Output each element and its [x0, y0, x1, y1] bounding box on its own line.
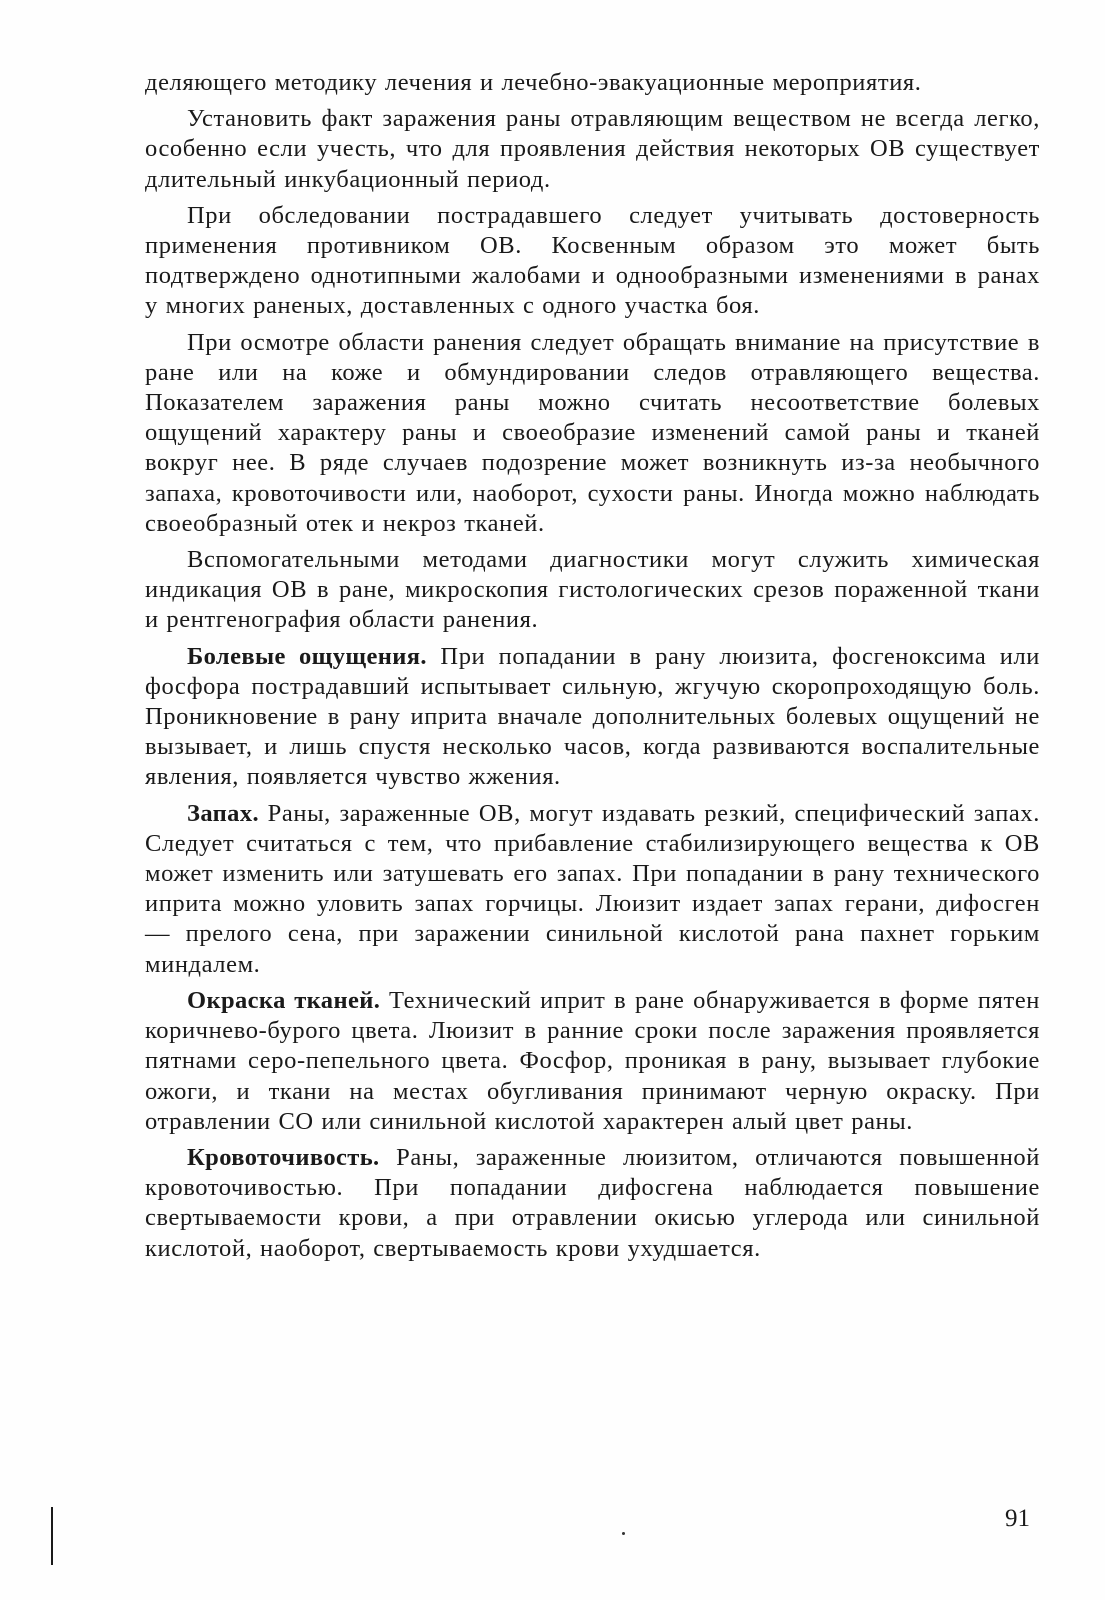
paragraph-text: При осмотре области ранения следует обращать внимание на присутствие в ране или на коже и обмундировании следов отравляющего вещества. Показателем заражения раны можно считать несоответствие болевых ощущений характеру раны и своеобразие изменений самой раны и тканей вокруг нее. В ряде случаев подозрение может возникнуть из-за необычного запаха, кровоточивости или, наоборот, сухости раны. Иногда можно наблюдать своеобразный отек и некроз тканей. — [145, 328, 1040, 537]
paragraph-5 — [145, 545, 1040, 636]
paragraph-pain — [145, 642, 1040, 793]
run-in-heading: Болевые ощущения. — [187, 642, 427, 670]
paragraph-tissue-color — [145, 986, 1040, 1137]
paragraph-text: Вспомогательными методами диагностики могут служить химическая индикация ОВ в ране, микроскопия гистологических срезов пораженной ткани и рентгенография области ранения. — [145, 546, 1040, 634]
paragraph-text: Технический иприт в ране обнаруживается в форме пятен коричнево-бурого цвета. Люизит в ранние сроки после заражения проявляется пятнами серо-пепельного цвета. Фосфор, проникая в рану, вызывает глубокие ожоги, и ткани на местах обугливания принимают черную окраску. При отравлении СО или синильной кислотой характерен алый цвет раны. — [145, 986, 1041, 1135]
paragraph-text: При обследовании пострадавшего следует учитывать достоверность применения противником ОВ. Косвенным образом это может быть подтверждено однотипными жалобами и однообразными изменениями в ранах у многих раненых, доставленных с одного участка боя. — [145, 201, 1040, 320]
paragraph-text: деляющего методику лечения и лечебно-эвакуационные мероприятия. — [145, 69, 922, 96]
run-in-heading: Кровоточивость. — [187, 1143, 380, 1171]
run-in-heading: Запах. — [187, 799, 260, 827]
page-number: 91 — [1005, 1505, 1030, 1532]
paragraph-4 — [145, 328, 1040, 539]
run-in-heading: Окраска тканей. — [187, 986, 381, 1014]
paragraph-bleeding — [145, 1143, 1040, 1264]
speck-mark — [622, 1532, 625, 1535]
paragraph-text: Установить факт заражения раны отравляющим веществом не всегда легко, особенно если учесть, что для проявления действия некоторых ОВ существует длительный инкубационный период. — [145, 105, 1040, 193]
margin-mark — [51, 1507, 53, 1565]
paragraph-smell — [145, 799, 1040, 980]
paragraph-3 — [145, 201, 1040, 322]
paragraph-text: Раны, зараженные люизитом, отличаются повышенной кровоточивостью. При попадании дифосгена наблюдается повышение свертываемости крови, а при отравлении окисью углерода или синильной кислотой, наоборот, свертываемость крови ухудшается. — [145, 1143, 1040, 1262]
paragraph-2 — [145, 104, 1040, 195]
paragraph-text: При попадании в рану люизита, фосгеноксима или фосфора пострадавший испытывает сильную, жгучую скоропроходящую боль. Проникновение в рану иприта вначале дополнительных болевых ощущений не вызывает, и лишь спустя несколько часов, когда развиваются воспалительные явления, появляется чувство жжения. — [145, 642, 1041, 791]
paragraph-1 — [145, 68, 1040, 98]
paragraph-text: Раны, зараженные ОВ, могут издавать резкий, специфический запах. Следует считаться с тем, что прибавление стабилизирующего вещества к ОВ может изменить или затушевать его запах. При попадании в рану технического иприта можно уловить запах горчицы. Люизит издает запах герани, дифосген — прелого сена, при заражении синильной кислотой рана пахнет горьким миндалем. — [145, 799, 1040, 978]
page-body — [145, 68, 1040, 1270]
